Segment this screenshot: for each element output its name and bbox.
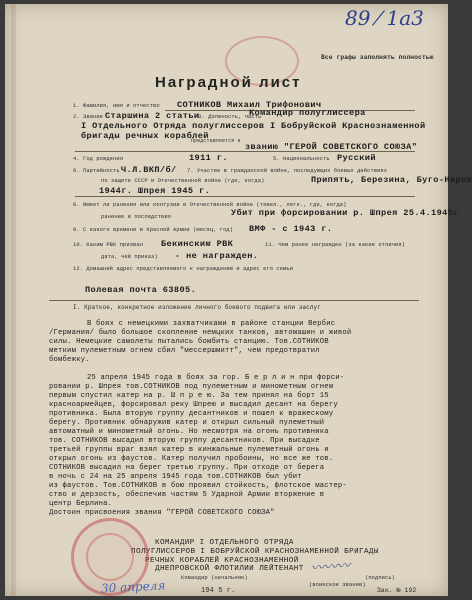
field-8-label-b: ранение и последствия: [101, 214, 172, 220]
award-sheet: [5, 4, 472, 596]
commander-line-3: РЕЧНЫХ КОРАБЛЕЙ КРАСНОЗНАМЕННОЙ: [145, 557, 299, 565]
field-11-sub: дата, чей приказ): [101, 254, 158, 260]
field-5-value: Русский: [337, 153, 376, 163]
form-number: Зак. № 192: [377, 587, 417, 594]
field-8-label-a: 8. Имеет ли ранения или контузии в Отечественной войне (тяжел., легк., где, когда): [73, 202, 347, 208]
handwritten-date: 30 апреля: [100, 578, 166, 596]
field-7-value-a: Припять, Березина, Буго-Нарев: [311, 175, 472, 185]
field-3-value-c: бригады речных кораблей: [81, 131, 209, 141]
field-7-label-b: по защите СССР и Отечественной войне (где, когда): [101, 178, 265, 184]
body-line: Достоин присвоения звания "ГЕРОЙ СОВЕТСКОГО СОЮЗА": [49, 509, 275, 517]
body-line: силы. Немецкие самолеты пытались бомбить станцию. Тов.СОТНИКОВ: [49, 338, 329, 346]
body-line: центр Берлина.: [49, 500, 113, 508]
field-2-value: Старшина 2 статьи: [105, 111, 200, 121]
body-line: В боях с немецкими захватчиками в районе станции Вербис: [87, 320, 336, 328]
field-10-label: 10. Каким РВК призван: [73, 242, 144, 248]
field-7-label-a: 7. Участие в гражданской войне, последующих боевых действиях: [187, 168, 388, 174]
field-9-value: ВМФ - с 1943 г.: [249, 224, 333, 234]
document-title: Наградной лист: [155, 74, 302, 91]
archive-mark: 89 ⁄ 1а3: [345, 6, 424, 30]
field-7-value-b: 1944г. Шпрея 1945 г.: [99, 186, 211, 196]
section-1-heading: I. Краткое, конкретное изложение личного боевого подвига или заслуг: [73, 304, 321, 311]
body-line: из фаустов. Тов.СОТНИКОВ в бою проявил стойкость, флотское мастер-: [49, 482, 347, 490]
body-line: бомбежку.: [49, 356, 90, 364]
body-line: ство и дерзость, обеспечив частям 5 Ударной Армии вторжение в: [49, 491, 325, 499]
body-line: /Германия/ было большое скопление немцких танков, автомашин и живой: [49, 329, 352, 337]
commander-caption: Командир (начальник): [181, 575, 248, 581]
body-line: в ночь с 24 на 25 апреля 1945 года тов.СОТНИКОВ был убит: [49, 473, 302, 481]
field-3-value-d: званию "ГЕРОЙ СОВЕТСКОГО СОЮЗА": [245, 142, 418, 152]
rank-caption: (воинское звание): [309, 582, 366, 588]
commander-line-4: ДНЕПРОВСКОЙ ФЛОТИЛИИ ЛЕЙТЕНАНТ: [155, 565, 304, 573]
field-1-value: СОТНИКОВ Михаил Трифонович: [177, 100, 322, 110]
body-line: СОТНИКОВ высадил на берег третью группу. При отходе от берега: [49, 464, 325, 472]
year-print: 194 5 г.: [201, 587, 236, 595]
field-4-value: 1911 г.: [189, 153, 228, 163]
body-line: третьей группы враг взял катер в кинжальные пулеметный огонь и: [49, 446, 329, 454]
field-10-value: Бекинским РВК: [161, 239, 234, 249]
field-6-label: 6. Партийность: [73, 168, 120, 174]
field-1-label: 1. Фамилия, имя и отчество: [73, 103, 160, 109]
body-line: 25 апреля 1945 года в боях за гор. Б е р л и н при форси-: [87, 374, 345, 382]
body-line: противника. Была вторую группу десантников и пошел к вражескому: [49, 410, 334, 418]
field-12-label-a: 12. Домашний адрес представляемого к награждению и адрес его семьи: [73, 266, 294, 272]
field-3-value-a: Командир полуглиссера: [249, 108, 366, 118]
commander-line-1: КОМАНДИР I ОТДЕЛЬНОГО ОТРЯДА: [155, 539, 294, 547]
commander-signature: 〰〰〰: [310, 558, 351, 577]
field-12-value: Полевая почта 63805.: [85, 285, 197, 295]
field-3-value-b: I Отдельного Отряда полуглиссеров I Бобруйской Краснознаменной: [81, 121, 426, 131]
field-11-label: 11. Чем ранее награжден (за какие отличия): [265, 242, 406, 248]
body-line: тов. СОТНИКОВ высадил вторую группу десантников. При высадке: [49, 437, 320, 445]
field-6-value: Ч.Л.ВКП/б/: [121, 165, 177, 175]
field-11-value: - не награжден.: [175, 251, 259, 261]
body-line: автоматный и минометный огонь. Но несмотря на огонь противника: [49, 428, 329, 436]
body-line: метким пулеметным огнем сбил "мессершмитт", чем предотвратил: [49, 347, 320, 355]
body-line: берегу. Противник обнаружив катер и открыл сильный пулеметный: [49, 419, 325, 427]
field-8-value: Убит при форсировании р. Шпрея 25.4.1945г: [231, 208, 459, 218]
signature-caption: (подпись): [365, 575, 396, 581]
body-line: первым спустил катер на р. Ш п р е ю. За тем принял на борт 15: [49, 392, 329, 400]
field-5-label: 5. Национальность: [273, 156, 330, 162]
body-line: ровании р. Шпрея тов.СОТНИКОВ под пулеметным и минометным огнем: [49, 383, 334, 391]
commander-line-2: ПОЛУГЛИССЕРОВ I БОБРУЙСКОЙ КРАСНОЗНАМЕННОЙ БРИГАДЫ: [131, 548, 379, 556]
field-2-label: 2. Звание: [73, 114, 104, 120]
field-3-represented: Представляется к: [191, 138, 241, 144]
field-3-label: 3. Должность, часть: [198, 114, 262, 120]
field-9-label: 9. С какого времени в Красной Армии (месяц, год): [73, 227, 234, 233]
body-line: красноармейцев, форсировал реку Шпрею и высадил десант на берегу: [49, 401, 338, 409]
field-4-label: 4. Год рождения: [73, 156, 124, 162]
header-note: Все графы заполнять полностью: [321, 54, 434, 61]
body-line: открыл огонь из фаустов. Катер получил пробоины, но все же тов.: [49, 455, 334, 463]
margin-crease: [11, 4, 16, 596]
